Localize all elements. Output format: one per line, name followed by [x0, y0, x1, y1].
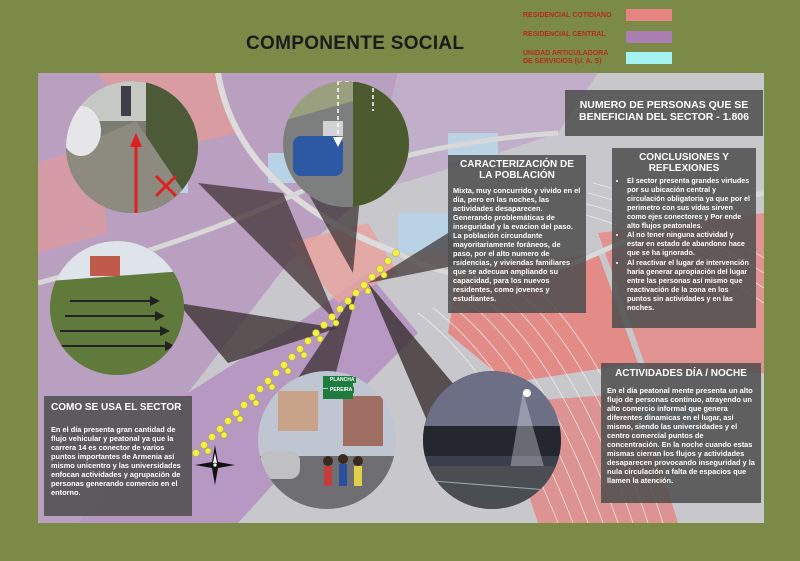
street-sign-1: PLANCHA	[330, 377, 355, 383]
conclusiones-title: CONCLUSIONES Y REFLEXIONES	[639, 152, 729, 174]
uso-title: COMO SE USA EL SECTOR	[51, 402, 182, 413]
actividades-body: En el día peatonal mente presenta un alto flujo de personas continuo, atrayendo un alto comercio informal que genera diferentes dinamicas en el lugar, así mismo, siendo las universidades y el centro comercial puntos de concentración. En la noche cuando estas mismas cierran los flujos y actividades desaparecen provocando inseguridad y la nula circulación a falta de espacios que llamen la atención.	[607, 386, 755, 485]
photo-street-night	[423, 371, 561, 509]
photo-pedestrians-day	[258, 371, 396, 509]
legend-swatch-uas	[626, 52, 672, 64]
actividades-title: ACTIVIDADES DÍA / NOCHE	[615, 368, 747, 379]
legend-label-residencial-central: RESIDENCIAL CENTRAL	[523, 31, 606, 38]
conclusiones-panel	[612, 148, 756, 328]
conclusiones-list	[617, 177, 751, 313]
photo-street-parked-cars	[283, 81, 409, 207]
beneficiaries-panel	[565, 90, 763, 136]
legend-swatch-residencial-central	[626, 31, 672, 43]
street-sign-2: PEREIRA	[330, 387, 353, 393]
conclusiones-item: • Al no tener ninguna actividad y estar en estado de abandono hace que se ha ignorado.	[627, 231, 751, 258]
legend-label-uas: UNIDAD ARTICULADORA DE SERVICIOS (U. A. S)	[523, 50, 609, 65]
conclusiones-item: • El sector presenta grandes virtudes por su ubicación central y circulación obligatoria ya que por el perimetro con sus vidas sirven como ejes conectores y Por ende alto flujos peatonales.	[627, 177, 751, 230]
uso-body: En el día presenta gran cantidad de flujo vehicular y peatonal ya que la carrera 14 es conector de varios puntos importantes de Armenia así mismo unicentro y las universidades enfocan actividades y agrupación de personas generando comercio en el entorno.	[51, 425, 181, 497]
caracterizacion-panel	[448, 155, 586, 313]
page-title: COMPONENTE SOCIAL	[246, 33, 465, 54]
caracterizacion-title: CARACTERIZACIÓN DE LA POBLACIÓN	[460, 159, 574, 181]
photo-green-slope	[50, 241, 184, 375]
legend-swatch-residencial-cotidiano	[626, 9, 672, 21]
uso-panel	[44, 396, 192, 516]
beneficiaries-text: NUMERO DE PERSONAS QUE SE BENEFICIAN DEL SECTOR - 1.806	[579, 99, 749, 123]
legend-label-residencial-cotidiano: RESIDENCIAL COTIDIANO	[523, 12, 612, 19]
compass-rose-icon	[195, 445, 235, 485]
actividades-panel	[601, 363, 761, 503]
site-map	[38, 73, 764, 523]
conclusiones-item: • Al reactivar el lugar de intervención haria generar apropiación del lugar entre las personas así mismo que reactivación de la zona en los puntos sin actividades y en las noches.	[627, 259, 751, 312]
photo-sidewalk-obstacle	[66, 81, 198, 213]
caracterizacion-body: Mixta, muy concurrido y vivido en el día, pero en las noches, las actividades desaparecen. Generando problemáticas de inseguridad y la evacion del paso. La población circundante mayoritariamente foráneos, de paso, por el alto numero de rsidencias, y viviendas familiares que se adecuan ampliando su capacidad, para los nuevos residentes, como jovenes y estudiantes.	[453, 186, 581, 303]
